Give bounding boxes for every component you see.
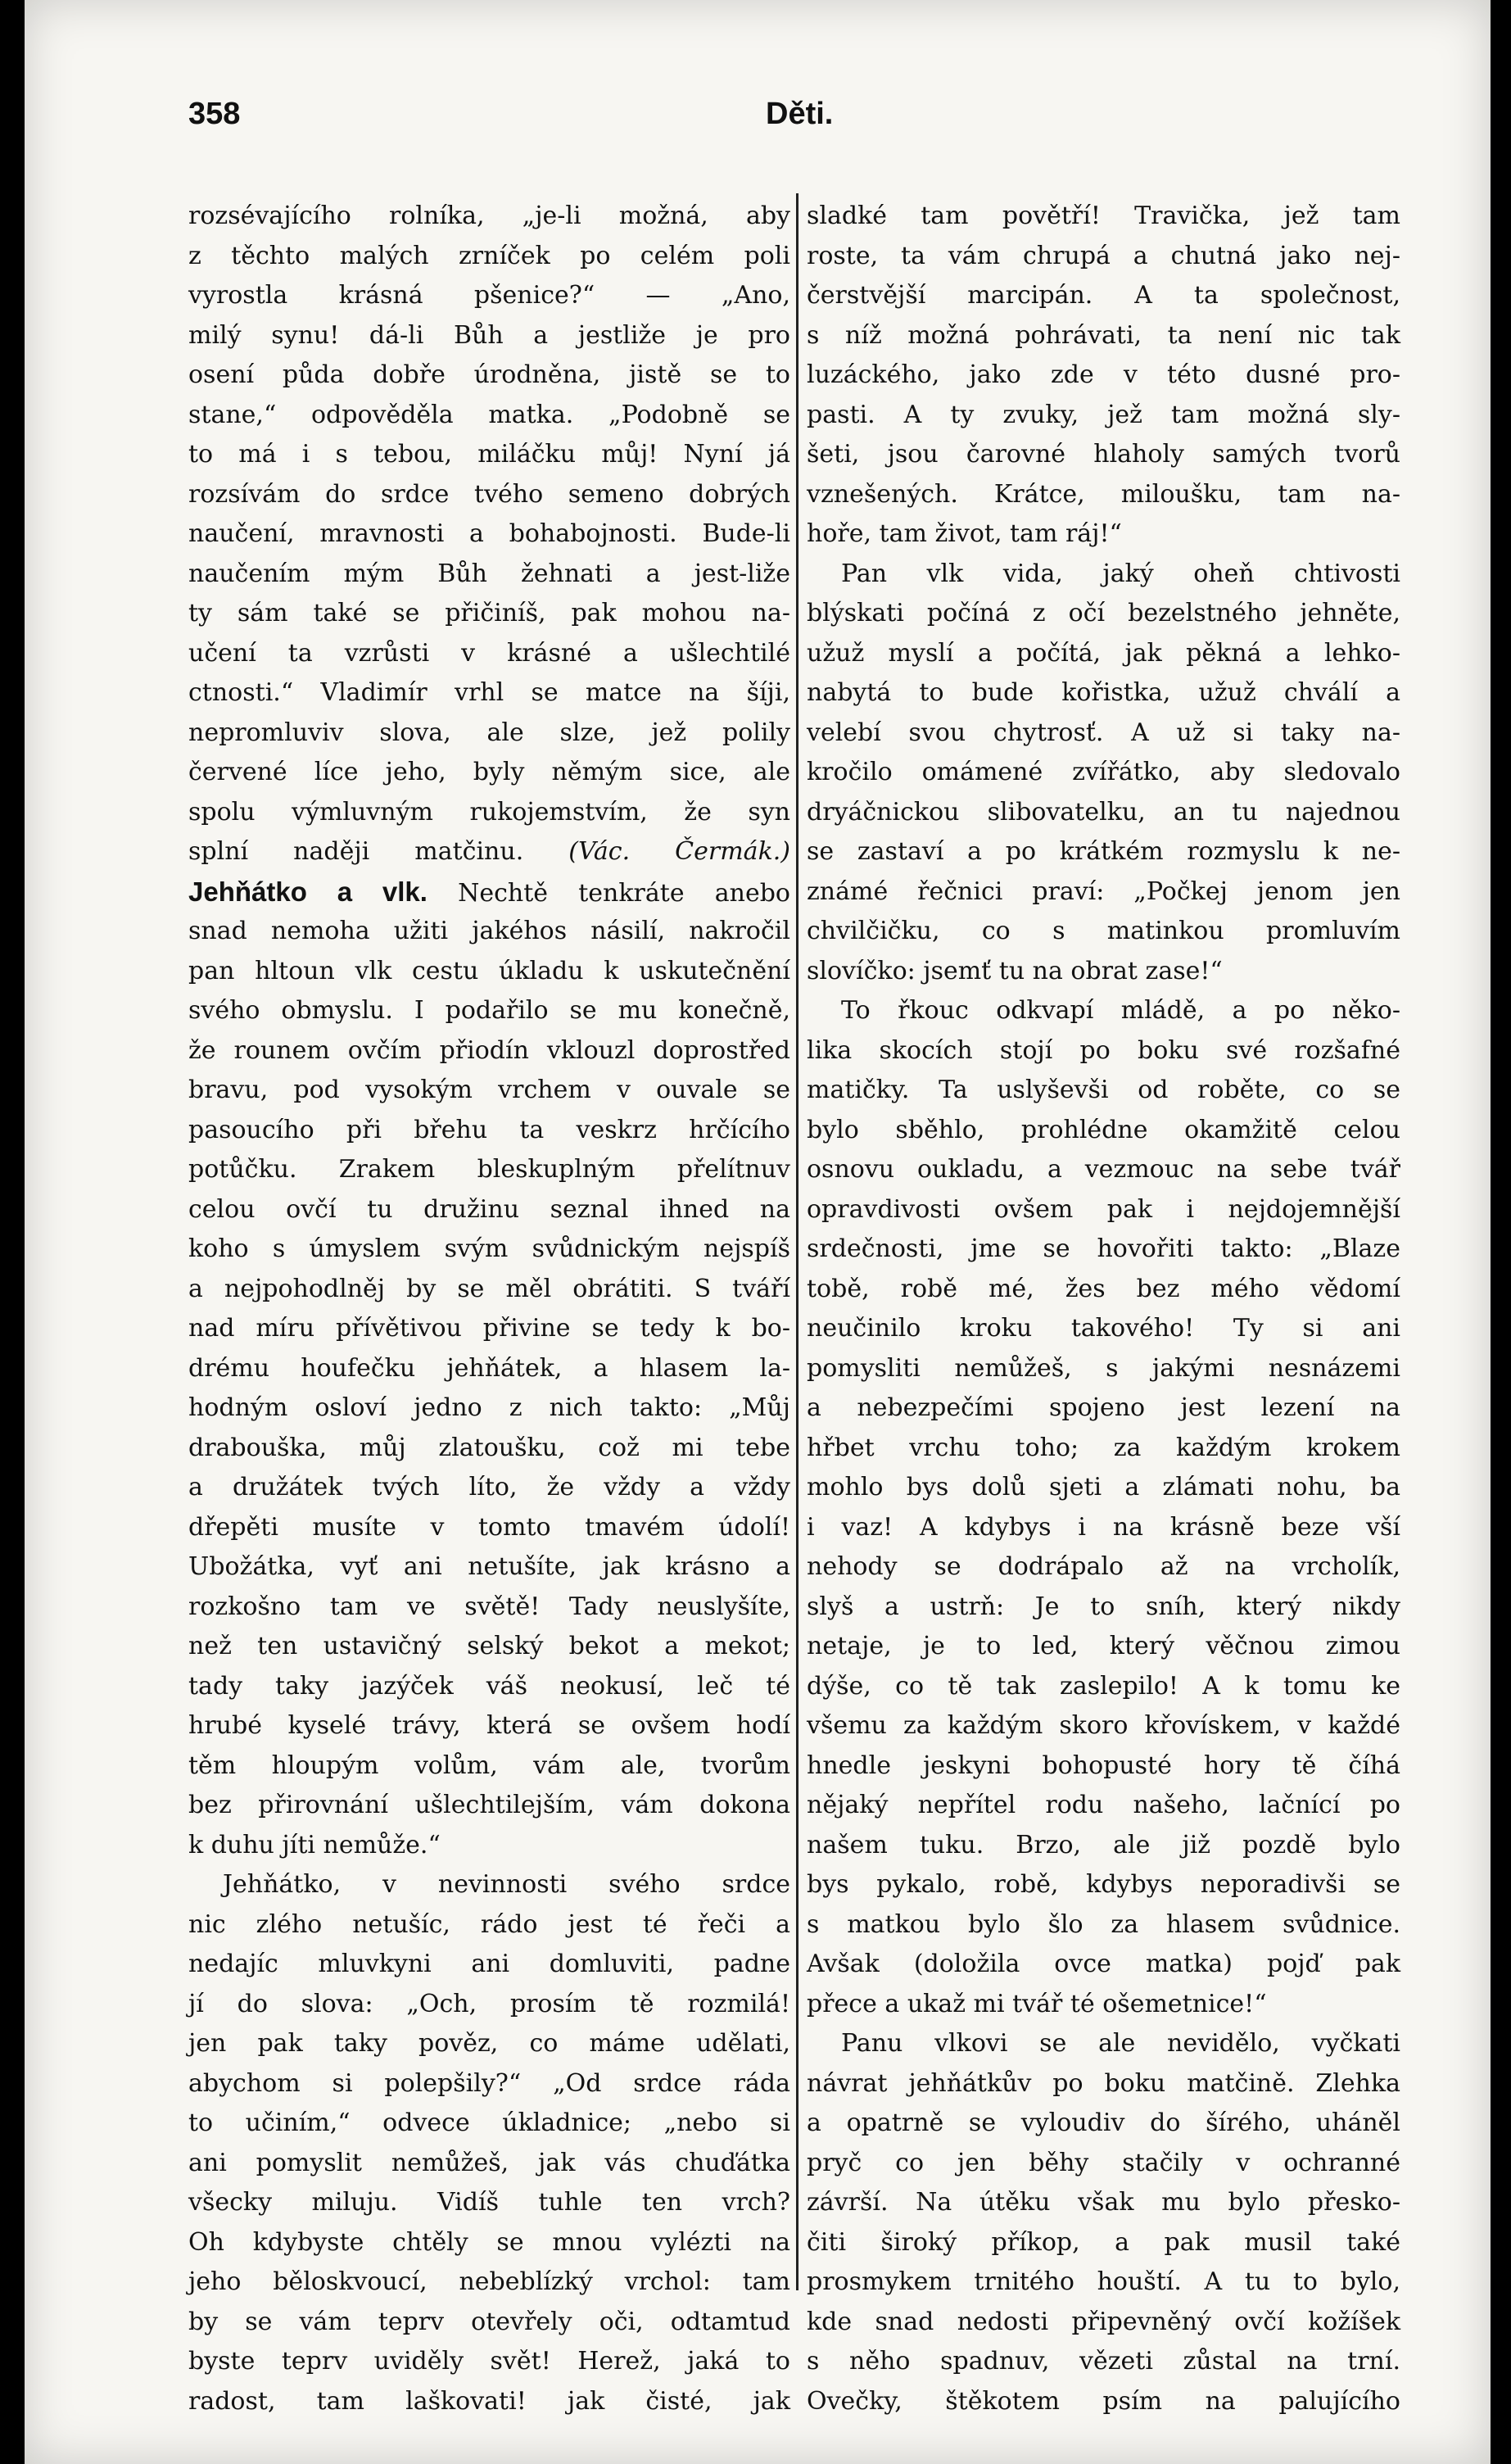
line-text: návrat jehňátkův po boku matčině. Zlehka: [807, 2068, 1400, 2098]
text-line: [188, 276, 790, 316]
line-text: radost, tam laškovati! jak čisté, jak: [188, 2386, 790, 2416]
text-line: [188, 2303, 790, 2343]
text-line: [188, 356, 790, 396]
text-line: [807, 2382, 1400, 2422]
line-text: Jehňátko, v nevinnosti svého srdce: [223, 1870, 790, 1899]
text-line: [188, 1786, 790, 1826]
line-text: tady taky jazýček váš neokusí, leč té: [188, 1671, 790, 1701]
text-line: [807, 634, 1400, 674]
text-line: [807, 2144, 1400, 2184]
line-text: závrší. Na útěku však mu bylo přesko-: [807, 2188, 1400, 2217]
line-text: nedajíc mluvkyni ani domluviti, padne: [188, 1950, 790, 1978]
text-line: [807, 1746, 1400, 1787]
text-line: [807, 1588, 1400, 1628]
line-text: nepromluviv slova, ale slze, jež polily: [188, 718, 790, 747]
line-text: roste, ta vám chrupá a chutná jako nej-: [807, 241, 1400, 270]
line-text: pomysliti nemůžeš, s jakými nesnázemi: [807, 1353, 1400, 1383]
line-text: vyrostla krásná pšenice?“ — „Ano,: [188, 281, 790, 310]
text-line: [807, 1429, 1400, 1469]
text-line: [807, 1985, 1400, 2025]
text-line: [188, 1349, 790, 1389]
text-line: [188, 2223, 790, 2263]
text-line: [188, 1627, 790, 1667]
text-line: [807, 1627, 1400, 1667]
text-line: [188, 2183, 790, 2223]
line-text: splní naději matčinu.: [188, 837, 524, 866]
line-text: lika skocích stojí po boku své rozšafné: [807, 1035, 1400, 1065]
line-text: a nebezpečími spojeno jest lezení na: [807, 1393, 1400, 1422]
line-text: všemu za každým skoro křovískem, v každé: [807, 1711, 1400, 1740]
text-line: [807, 1905, 1400, 1945]
text-line: [807, 753, 1400, 793]
text-line: [807, 2183, 1400, 2223]
line-text: pasti. A ty zvuky, jež tam možná sly-: [807, 400, 1400, 429]
line-text: celou ovčí tu družinu seznal ihned na: [188, 1194, 790, 1224]
text-line: [188, 1071, 790, 1111]
line-text: bys pykalo, robě, kdybys neporadivši se: [807, 1870, 1400, 1899]
line-text: hnedle jeskyni bohopusté hory tě číhá: [807, 1751, 1400, 1780]
line-text: to učiním,“ odvece úkladnice; „nebo si: [188, 2108, 790, 2137]
text-line: [188, 1150, 790, 1190]
text-line: [807, 952, 1400, 992]
text-line: [807, 832, 1400, 872]
text-line: [807, 555, 1400, 595]
text-line: [188, 2104, 790, 2144]
line-text: koho s úmyslem svým svůdnickým nejspíš: [188, 1234, 790, 1263]
text-line: [188, 1945, 790, 1985]
line-text: Oh kdybyste chtěly se mnou vylézti na: [188, 2227, 790, 2257]
line-text: a družátek tvých líto, že vždy a vždy: [188, 1473, 790, 1502]
text-line: [188, 1667, 790, 1707]
line-text: nějaký nepřítel rodu našeho, lačnící po: [807, 1791, 1400, 1819]
text-line: [188, 2064, 790, 2104]
line-text: známé řečnici praví: „Počkej jenom jen: [807, 876, 1400, 906]
line-text: slyš a ustrň: Je to sníh, který nikdy: [807, 1592, 1400, 1621]
line-text: nic zlého netušíc, rádo jest té řeči a: [188, 1909, 790, 1939]
text-line: [807, 435, 1400, 475]
running-title: Děti.: [766, 97, 834, 131]
line-text: snad nemoha užiti jakéhos násilí, nakročil: [188, 917, 790, 945]
text-line: [188, 2144, 790, 2184]
text-line: [807, 872, 1400, 913]
text-line: [807, 276, 1400, 316]
line-text: nad míru přívětivou přivine se tedy k bo-: [188, 1314, 790, 1343]
line-text: hoře, tam život, tam ráj!“: [807, 519, 1122, 548]
text-line: [807, 1111, 1400, 1151]
text-line: [188, 197, 790, 237]
text-line: [807, 1388, 1400, 1429]
line-text: i vaz! A kdybys i na krásně beze vší: [807, 1512, 1400, 1542]
text-line: [807, 793, 1400, 833]
text-line: [188, 396, 790, 436]
line-text: bylo sběhlo, prohlédne okamžitě celou: [807, 1115, 1400, 1144]
text-line: [188, 634, 790, 674]
text-line: [188, 1508, 790, 1548]
line-text: pan hltoun vlk cestu úkladu k uskutečnění: [188, 956, 790, 985]
line-text: se zastaví a po krátkém rozmyslu k ne-: [807, 837, 1400, 866]
text-line: [188, 753, 790, 793]
text-line: [188, 1826, 790, 1866]
line-text: slovíčko: jsemť tu na obrat zase!“: [807, 956, 1223, 985]
line-text: těm hloupým volům, vám ale, tvorům: [188, 1751, 790, 1780]
text-line: [188, 1468, 790, 1508]
text-line: [807, 2342, 1400, 2382]
text-line: [807, 912, 1400, 952]
text-line: [807, 237, 1400, 277]
line-text: potůčku. Zrakem bleskuplným přelítnuv: [188, 1155, 790, 1184]
line-text: milý synu! dá-li Bůh a jestliže je pro: [188, 320, 790, 350]
line-text: s matkou bylo šlo za hlasem svůdnice.: [807, 1909, 1400, 1939]
column-divider: [796, 193, 798, 2290]
line-text: čiti široký příkop, a pak musil také: [807, 2227, 1400, 2257]
text-line: [188, 1429, 790, 1469]
line-text: jen pak taky pověz, co máme udělati,: [188, 2029, 790, 2058]
text-line: [807, 514, 1400, 555]
line-text: s níž možná pohrávati, ta není nic tak: [807, 320, 1400, 350]
line-text: než ten ustavičný selský bekot a mekot;: [188, 1632, 790, 1660]
text-line: [807, 2223, 1400, 2263]
line-text: užuž myslí a počítá, jak pěkná a lehko-: [807, 638, 1400, 668]
author-signature: (Vác. Čermák.): [568, 837, 790, 866]
text-line: [807, 2064, 1400, 2104]
line-text: chvilčičku, co s matinkou promluvím: [807, 917, 1400, 945]
text-line: [807, 2024, 1400, 2064]
left-text-column: [188, 197, 790, 2416]
line-text: tobě, robě mé, žes bez mého vědomí: [807, 1274, 1400, 1303]
line-text: sladké tam povětří! Travička, jež tam: [807, 202, 1400, 230]
line-text: prosmykem trnitého houští. A tu to bylo,: [807, 2267, 1400, 2296]
line-text: rozkošno tam ve světě! Tady neuslyšíte,: [188, 1592, 790, 1621]
line-text: bravu, pod vysokým vrchem v ouvale se: [188, 1076, 790, 1104]
text-line: [188, 673, 790, 713]
right-text-column: [807, 197, 1400, 2416]
line-text: vznešených. Krátce, miloušku, tam na-: [807, 479, 1400, 509]
text-line: [807, 1031, 1400, 1071]
text-line: [188, 316, 790, 356]
line-text: spolu výmluvným rukojemstvím, že syn: [188, 797, 790, 827]
text-line: [188, 1270, 790, 1310]
text-line: [188, 2024, 790, 2064]
line-text: hodným osloví jedno z nich takto: „Můj: [188, 1393, 790, 1422]
line-text: Ubožátka, vyť ani netušíte, jak krásno a: [188, 1552, 790, 1581]
text-line: [807, 2303, 1400, 2343]
line-text: Nechtě tenkráte anebo: [458, 878, 790, 908]
text-line: [807, 1150, 1400, 1190]
line-text: šeti, jsou čarovné hlaholy samých tvorů: [807, 440, 1400, 469]
line-text: naučení, mravnosti a bohabojnosti. Bude-li: [188, 519, 790, 548]
line-text: by se vám teprv otevřely oči, odtamtud: [188, 2307, 790, 2336]
text-line: [188, 1547, 790, 1588]
line-text: svého obmyslu. I podařilo se mu konečně,: [188, 996, 790, 1025]
text-line: [188, 1865, 790, 1905]
text-line: [807, 673, 1400, 713]
line-text: byste teprv uviděly svět! Herež, jaká to: [188, 2347, 790, 2376]
line-text: k duhu jíti nemůže.“: [188, 1830, 441, 1859]
text-line: [807, 1508, 1400, 1548]
line-text: přece a ukaž mi tvář té ošemetnice!“: [807, 1989, 1267, 2018]
line-text: stane,“ odpověděla matka. „Podobně se: [188, 400, 790, 429]
line-text: osení půda dobře úrodněna, jistě se to: [188, 360, 790, 389]
line-text: jeho běloskvoucí, nebeblízký vrchol: tam: [188, 2267, 790, 2296]
text-line: [188, 1388, 790, 1429]
line-text: nehody se dodrápalo až na vrcholík,: [807, 1552, 1400, 1581]
line-text: s něho spadnuv, vězeti zůstal na trní.: [807, 2347, 1400, 2376]
line-text: červené líce jeho, byly němým sice, ale: [188, 758, 790, 786]
text-line: [807, 2104, 1400, 2144]
line-text: že rounem ovčím přiodín vklouzl doprostřed: [188, 1035, 790, 1065]
line-text: bez přirovnání ušlechtilejším, vám dokona: [188, 1791, 790, 1819]
text-line: [188, 2262, 790, 2303]
text-line: [188, 1706, 790, 1746]
text-line: [188, 713, 790, 754]
line-text: učení ta vzrůsti v krásné a ušlechtilé: [188, 638, 790, 668]
line-text: kde snad nedosti připevněný ovčí kožíšek: [807, 2307, 1400, 2336]
line-text: všecky miluju. Vidíš tuhle ten vrch?: [188, 2188, 790, 2217]
line-text: našem tuku. Brzo, ale již pozdě bylo: [807, 1830, 1400, 1859]
text-line: [188, 1746, 790, 1787]
text-line: [807, 1706, 1400, 1746]
page-number: 358: [188, 97, 241, 131]
text-line: [188, 1031, 790, 1071]
line-text: čerstvější marcipán. A ta společnost,: [807, 281, 1400, 310]
text-line: [807, 475, 1400, 515]
line-text: jí do slova: „Och, prosím tě rozmilá!: [188, 1989, 790, 2018]
text-line: [188, 514, 790, 555]
line-text: kročilo omámené zvířátko, aby sledovalo: [807, 758, 1400, 786]
text-line: [807, 1309, 1400, 1349]
line-text: drabouška, můj zlatoušku, což mi tebe: [188, 1433, 790, 1462]
line-text: dřepěti musíte v tomto tmavém údolí!: [188, 1512, 790, 1542]
text-line: [807, 1826, 1400, 1866]
section-heading: Jehňátko a vlk.: [188, 876, 428, 907]
line-text: Panu vlkovi se ale nevidělo, vyčkati: [841, 2029, 1400, 2058]
text-line: [188, 1905, 790, 1945]
text-line: [188, 1309, 790, 1349]
text-line: [188, 1230, 790, 1270]
line-text: rozsévajícího rolníka, „je-li možná, aby: [188, 202, 790, 230]
text-line: [807, 1190, 1400, 1230]
line-text: To řkouc odkvapí mládě, a po něko-: [841, 996, 1400, 1025]
text-line: [188, 912, 790, 952]
text-line: [188, 793, 790, 833]
line-text: srdečnosti, jme se hovořiti takto: „Blaze: [807, 1234, 1400, 1263]
line-text: matičky. Ta uslyševši od roběte, co se: [807, 1076, 1400, 1104]
line-text: blýskati počíná z očí bezelstného jehněte,: [807, 599, 1400, 627]
text-line: [188, 991, 790, 1031]
line-text: ctnosti.“ Vladimír vrhl se matce na šíji,: [188, 678, 790, 707]
text-line: [188, 237, 790, 277]
text-line: [807, 197, 1400, 237]
line-text: neučinilo kroku takového! Ty si ani: [807, 1314, 1400, 1343]
line-text: naučením mým Bůh žehnati a jest-liže: [188, 559, 790, 588]
line-text: opravdivosti ovšem pak i nejdojemnější: [807, 1194, 1400, 1224]
line-text: luzáckého, jako zde v této dusné pro-: [807, 360, 1400, 389]
line-text: pasoucího při břehu ta veskrz hrčícího: [188, 1115, 790, 1144]
text-line: [188, 435, 790, 475]
text-line: [807, 1071, 1400, 1111]
text-line: [188, 2342, 790, 2382]
line-text: Avšak (doložila ovce matka) pojď pak: [807, 1950, 1400, 1978]
line-text: Ovečky, štěkotem psím na palujícího: [807, 2386, 1400, 2416]
text-line: [807, 594, 1400, 634]
text-line: [807, 1945, 1400, 1985]
text-line: [807, 713, 1400, 754]
text-line: [188, 1588, 790, 1628]
line-text: a opatrně se vyloudiv do šírého, uháněl: [807, 2108, 1400, 2137]
text-line: [807, 1230, 1400, 1270]
text-line: [807, 2262, 1400, 2303]
text-line: [188, 555, 790, 595]
text-line: [807, 356, 1400, 396]
text-line: [188, 952, 790, 992]
line-text: dýše, co tě tak zaslepilo! A k tomu ke: [807, 1671, 1400, 1701]
book-page: [25, 0, 1491, 2464]
text-line: [807, 1547, 1400, 1588]
text-line: [807, 991, 1400, 1031]
line-text: ani pomyslit nemůžeš, jak vás chuďátka: [188, 2148, 790, 2177]
line-text: ty sám také se přičiníš, pak mohou na-: [188, 599, 790, 627]
line-text: to má i s tebou, miláčku můj! Nyní já: [188, 440, 790, 469]
line-text: Pan vlk vida, jaký oheň chtivosti: [841, 559, 1400, 588]
line-text: a nejpohodlněj by se měl obrátiti. S tváří: [188, 1274, 790, 1303]
text-line: [188, 594, 790, 634]
text-line: [188, 2382, 790, 2422]
line-text: abychom si polepšily?“ „Od srdce ráda: [188, 2068, 790, 2098]
line-text: hřbet vrchu toho; za každým krokem: [807, 1433, 1400, 1462]
line-text: velebí svou chytrosť. A už si taky na-: [807, 718, 1400, 747]
line-text: netaje, je to led, který věčnou zimou: [807, 1632, 1400, 1660]
text-line: [807, 1786, 1400, 1826]
line-text: z těchto malých zrníček po celém poli: [188, 241, 790, 270]
line-text: dryáčnickou slibovatelku, an tu najednou: [807, 797, 1400, 827]
text-line: [188, 1111, 790, 1151]
text-line: [807, 1270, 1400, 1310]
text-line: [188, 1985, 790, 2025]
line-text: drému houfečku jehňátek, a hlasem la-: [188, 1353, 790, 1383]
line-text: hrubé kyselé trávy, která se ovšem hodí: [188, 1711, 790, 1740]
text-line: [807, 396, 1400, 436]
line-text: nabytá to bude kořistka, užuž chválí a: [807, 678, 1400, 707]
line-text: rozsívám do srdce tvého semeno dobrých: [188, 479, 790, 509]
text-line: [188, 1190, 790, 1230]
line-text: osnovu oukladu, a vezmouc na sebe tvář: [807, 1155, 1400, 1184]
text-line: [807, 316, 1400, 356]
line-text: mohlo bys dolů sjeti a zlámati nohu, ba: [807, 1473, 1400, 1502]
text-line: [807, 1667, 1400, 1707]
text-line: [188, 832, 790, 872]
line-text: pryč co jen běhy stačily v ochranné: [807, 2148, 1400, 2177]
text-line: [188, 872, 790, 913]
text-line: [807, 1349, 1400, 1389]
text-line: [807, 1865, 1400, 1905]
text-line: [188, 475, 790, 515]
text-line: [807, 1468, 1400, 1508]
